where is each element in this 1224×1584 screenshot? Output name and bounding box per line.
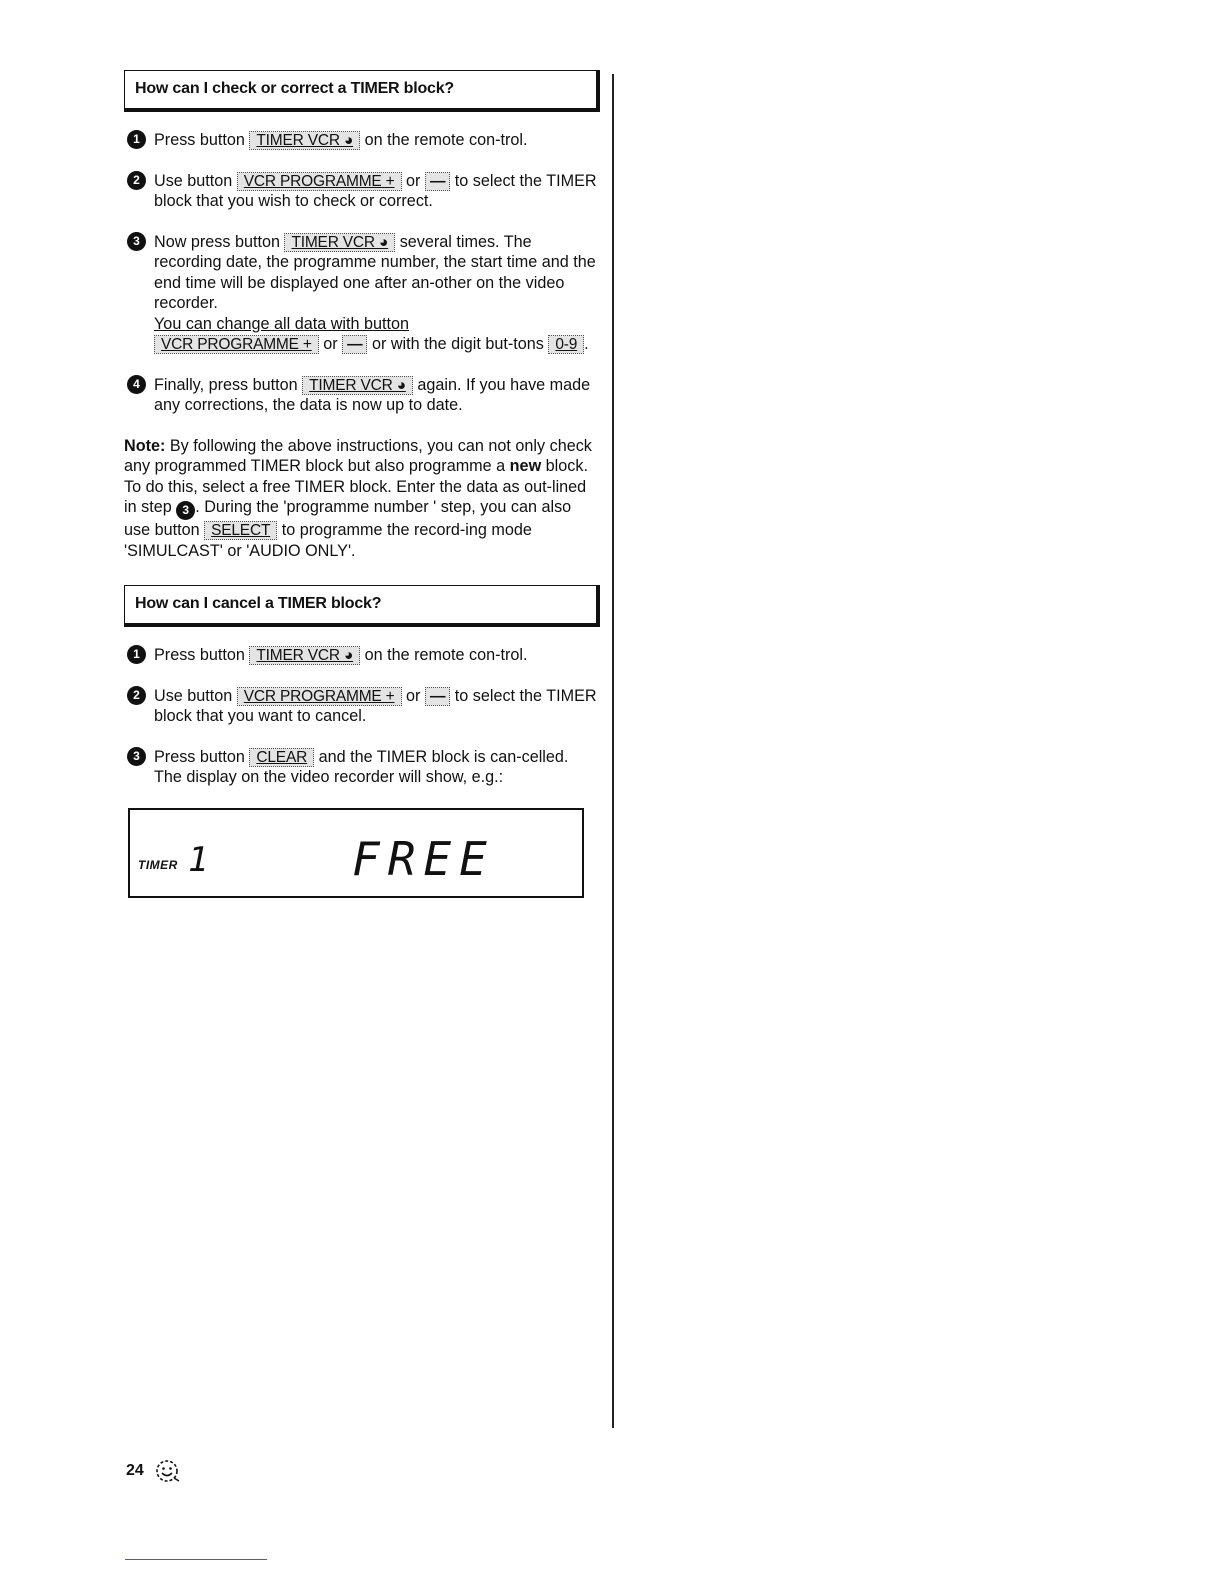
page-number: 24 <box>126 1462 144 1479</box>
display-number: 1 <box>188 839 209 880</box>
page-footer <box>126 1456 182 1486</box>
minus-key: — <box>425 172 450 191</box>
check-step-2: 2 Use button VCR PROGRAMME + or — to select the TIMER block that you wish to check or correct. <box>124 171 600 212</box>
minus-key: — <box>425 687 450 706</box>
timer-vcr-key: TIMER VCR ◕ <box>284 233 395 252</box>
cancel-step-3: 3 Press button CLEAR and the TIMER block is can-celled. The display on the video recorder will show, e.g.: <box>124 747 600 788</box>
step-number: 2 <box>127 171 146 190</box>
vcr-display <box>128 808 584 898</box>
select-key: SELECT <box>204 521 277 540</box>
clear-key: CLEAR <box>249 748 314 767</box>
timer-vcr-key: TIMER VCR ◕ <box>302 376 413 395</box>
display-label: TIMER <box>138 857 178 872</box>
cancel-steps <box>124 645 600 788</box>
column-divider <box>612 74 614 1428</box>
section-heading-check: How can I check or correct a TIMER block? <box>124 70 600 112</box>
main-column <box>124 70 600 898</box>
cancel-step-2: 2 Use button VCR PROGRAMME + or — to select the TIMER block that you want to cancel. <box>124 686 600 727</box>
step-number: 3 <box>127 232 146 251</box>
check-step-1: 1 Press button TIMER VCR ◕ on the remote con-trol. <box>124 130 600 151</box>
timer-vcr-key: TIMER VCR ◕ <box>249 131 360 150</box>
cancel-step-1: 1 Press button TIMER VCR ◕ on the remote con-trol. <box>124 645 600 666</box>
timer-vcr-key: TIMER VCR ◕ <box>249 646 360 665</box>
step-number: 3 <box>127 747 146 766</box>
check-step-4: 4 Finally, press button TIMER VCR ◕ again. If you have made any corrections, the data is now up to date. <box>124 375 600 416</box>
vcr-programme-plus-key: VCR PROGRAMME + <box>154 335 319 354</box>
vcr-programme-plus-key: VCR PROGRAMME + <box>237 172 402 191</box>
step-number: 2 <box>127 686 146 705</box>
check-step-3: 3 Now press button TIMER VCR ◕ several times. The recording date, the programme number, the start time and the end time will be displayed one after an-other on the video recorder. You can change all data with button VCR PROGRAMME + or — or with the digit but-tons 0-9 . <box>124 232 600 355</box>
vcr-programme-plus-key: VCR PROGRAMME + <box>237 687 402 706</box>
display-text: FREE <box>352 831 495 886</box>
digit-keys: 0-9 <box>548 335 584 354</box>
bottom-rule <box>125 1559 267 1560</box>
step-number: 1 <box>127 130 146 149</box>
smiley-logo-icon <box>152 1456 182 1486</box>
step-number: 4 <box>127 375 146 394</box>
note-paragraph: Note: By following the above instructions, you can not only check any programmed TIMER block but also programme a new block. To do this, select a free TIMER block. Enter the data as out-lined in step 3 . During the 'programme number ' step, you can also use button SELECT to programme the record-ing mode 'SIMULCAST' or 'AUDIO ONLY'. <box>124 436 592 560</box>
step-reference: 3 <box>176 501 195 520</box>
section-heading-cancel: How can I cancel a TIMER block? <box>124 585 600 627</box>
step-number: 1 <box>127 645 146 664</box>
check-steps <box>124 130 600 416</box>
minus-key: — <box>342 335 367 354</box>
